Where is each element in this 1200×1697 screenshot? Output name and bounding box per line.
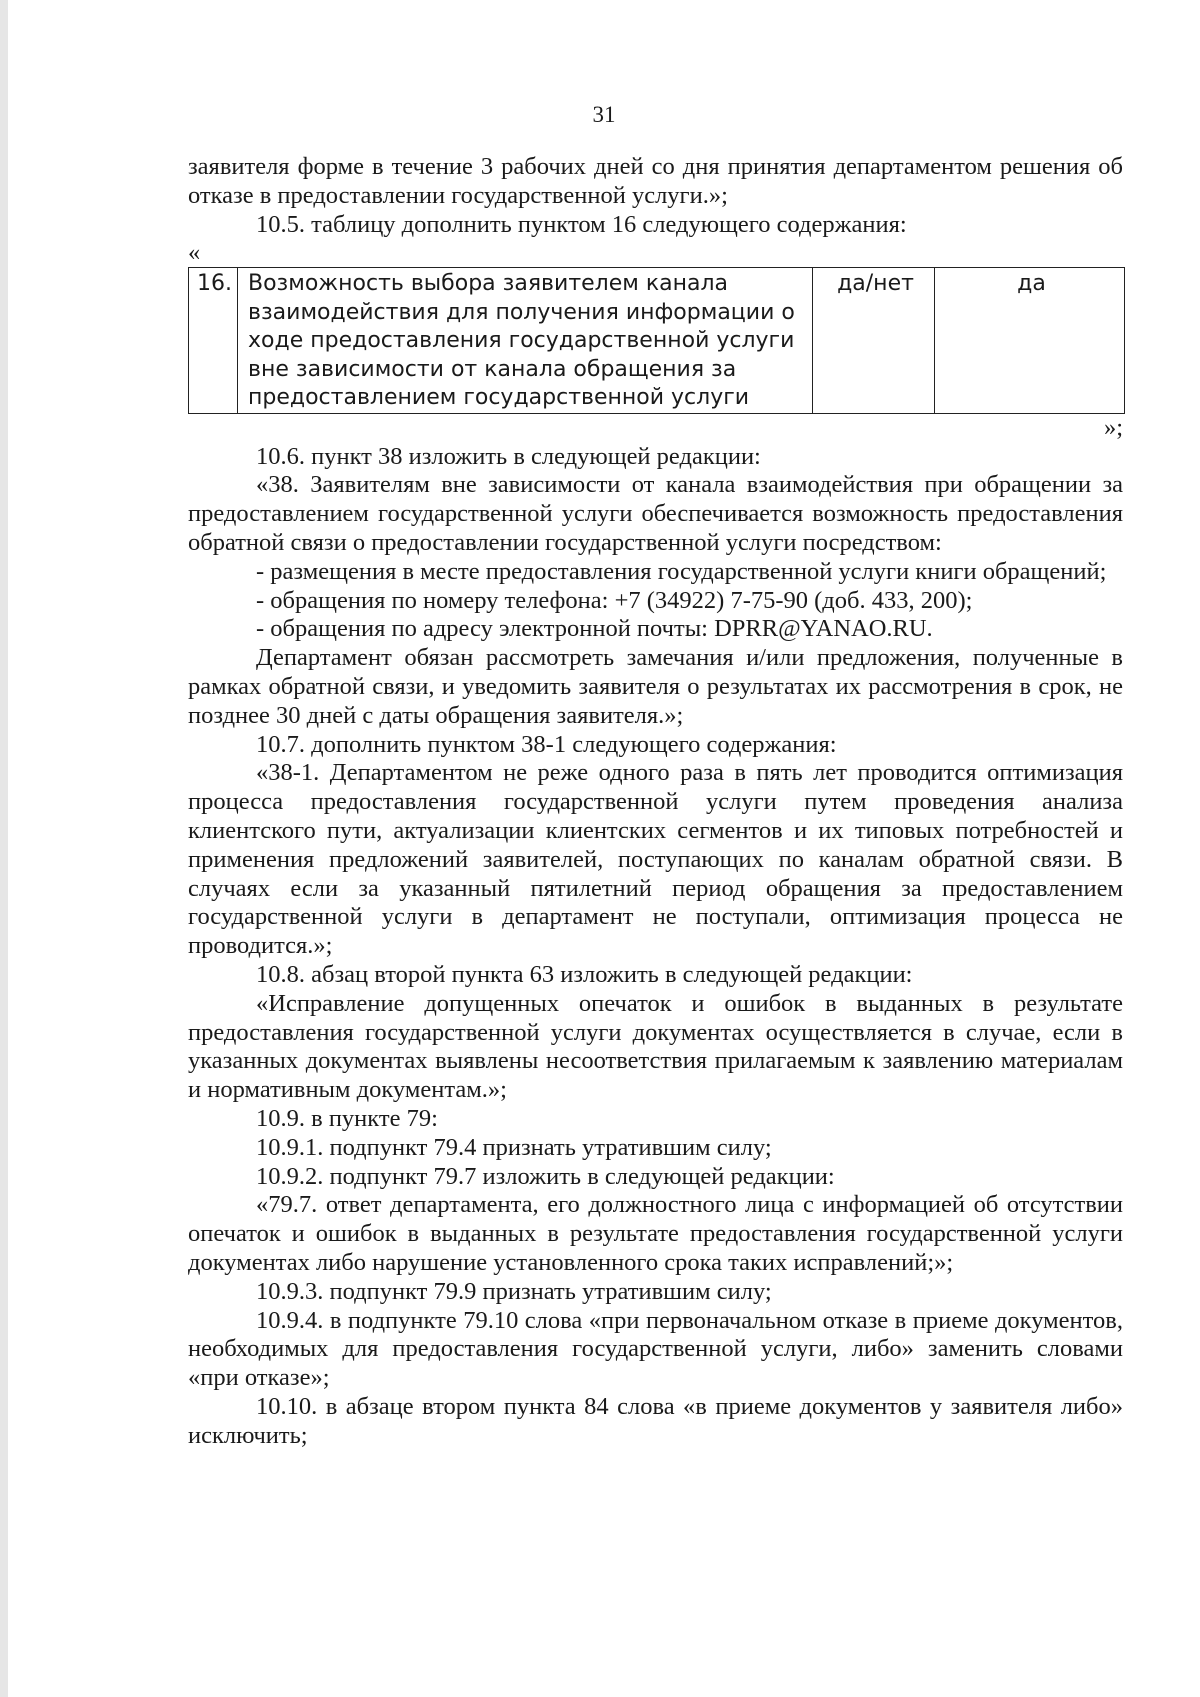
- paragraph: - размещения в месте предоставления государственной услуги книги обращений;: [256, 557, 1107, 585]
- paragraph: заявителя форме в течение 3 рабочих дней со дня принятия департаментом решения об отказе в предоставлении государственной услуги.»;: [188, 153, 1123, 209]
- paragraph: 10.9.3. подпункт 79.9 признать утратившим силу;: [256, 1277, 772, 1305]
- paragraph: 10.7. дополнить пунктом 38-1 следующего содержания:: [256, 730, 837, 758]
- paragraph: - обращения по номеру телефона: +7 (34922) 7-75-90 (доб. 433, 200);: [256, 586, 973, 614]
- page-number: 31: [592, 102, 616, 127]
- paragraph: 10.6. пункт 38 изложить в следующей редакции:: [256, 442, 761, 470]
- paragraph: 10.9.1. подпункт 79.4 признать утратившим силу;: [256, 1133, 772, 1161]
- paragraph: «79.7. ответ департамента, его должностного лица с информацией об отсутствии опечаток и ошибок в выданных в результате предоставления государственной услуги документах либо нарушение установленного срока таких исправлений;»;: [188, 1191, 1123, 1276]
- paragraph: «38. Заявителям вне зависимости от канала взаимодействия при обращении за предоставлением государственной услуги обеспечивается возможность предоставления обратной связи о предоставлении государственной услуги посредством:: [188, 471, 1123, 557]
- table-cell-number: 16.: [189, 268, 238, 414]
- paragraph: «Исправление допущенных опечаток и ошибок в выданных в результате предоставления государственной услуги документах осуществляется в случае, если в указанных документах выявлены несоответствия прилагаемым к заявлению материалам и нормативным документам.»;: [188, 989, 1123, 1104]
- quote-open-mark: «: [188, 239, 201, 267]
- table-cell-value: да: [935, 268, 1125, 414]
- table-cell-unit: да/нет: [813, 268, 935, 414]
- paragraph: 10.9. в пункте 79:: [256, 1105, 438, 1133]
- paragraph: - обращения по адресу электронной почты: DPRR@YANAO.RU.: [256, 615, 933, 643]
- paragraph: 10.5. таблицу дополнить пунктом 16 следующего содержания:: [256, 210, 907, 238]
- insert-table: [188, 267, 1125, 414]
- paragraph: 10.9.4. в подпункте 79.10 слова «при первоначальном отказе в приеме документов, необходимых для предоставления государственной услуги, либо» заменить словами «при отказе»;: [188, 1306, 1123, 1392]
- paragraph: 10.9.2. подпункт 79.7 изложить в следующей редакции:: [256, 1162, 835, 1190]
- document-page: [8, 0, 1200, 1697]
- quote-close-mark: »;: [1103, 413, 1123, 441]
- paragraph: «38-1. Департаментом не реже одного раза в пять лет проводится оптимизация процесса предоставления государственной услуги путем проведения анализа клиентского пути, актуализации клиентских сегментов и их типовых потребностей и применения предложений заявителей, поступающих по каналам обратной связи. В случаях если за указанный пятилетний период обращения за предоставлением государственной услуги в департамент не поступали, оптимизация процесса не проводится.»;: [188, 759, 1123, 960]
- paragraph: 10.10. в абзаце втором пункта 84 слова «в приеме документов у заявителя либо» исключить;: [188, 1392, 1123, 1449]
- document-body: [188, 153, 1123, 1451]
- table-row: [189, 268, 1125, 414]
- paragraph: 10.8. абзац второй пункта 63 изложить в следующей редакции:: [256, 961, 913, 989]
- table-cell-indicator: Возможность выбора заявителем канала взаимодействия для получения информации о ходе предоставления государственной услуги вне зависимости от канала обращения за предоставлением государственной услуги: [238, 268, 813, 414]
- paragraph: Департамент обязан рассмотреть замечания и/или предложения, полученные в рамках обратной связи, и уведомить заявителя о результатах их рассмотрения в срок, не позднее 30 дней с даты обращения заявителя.»;: [188, 644, 1123, 729]
